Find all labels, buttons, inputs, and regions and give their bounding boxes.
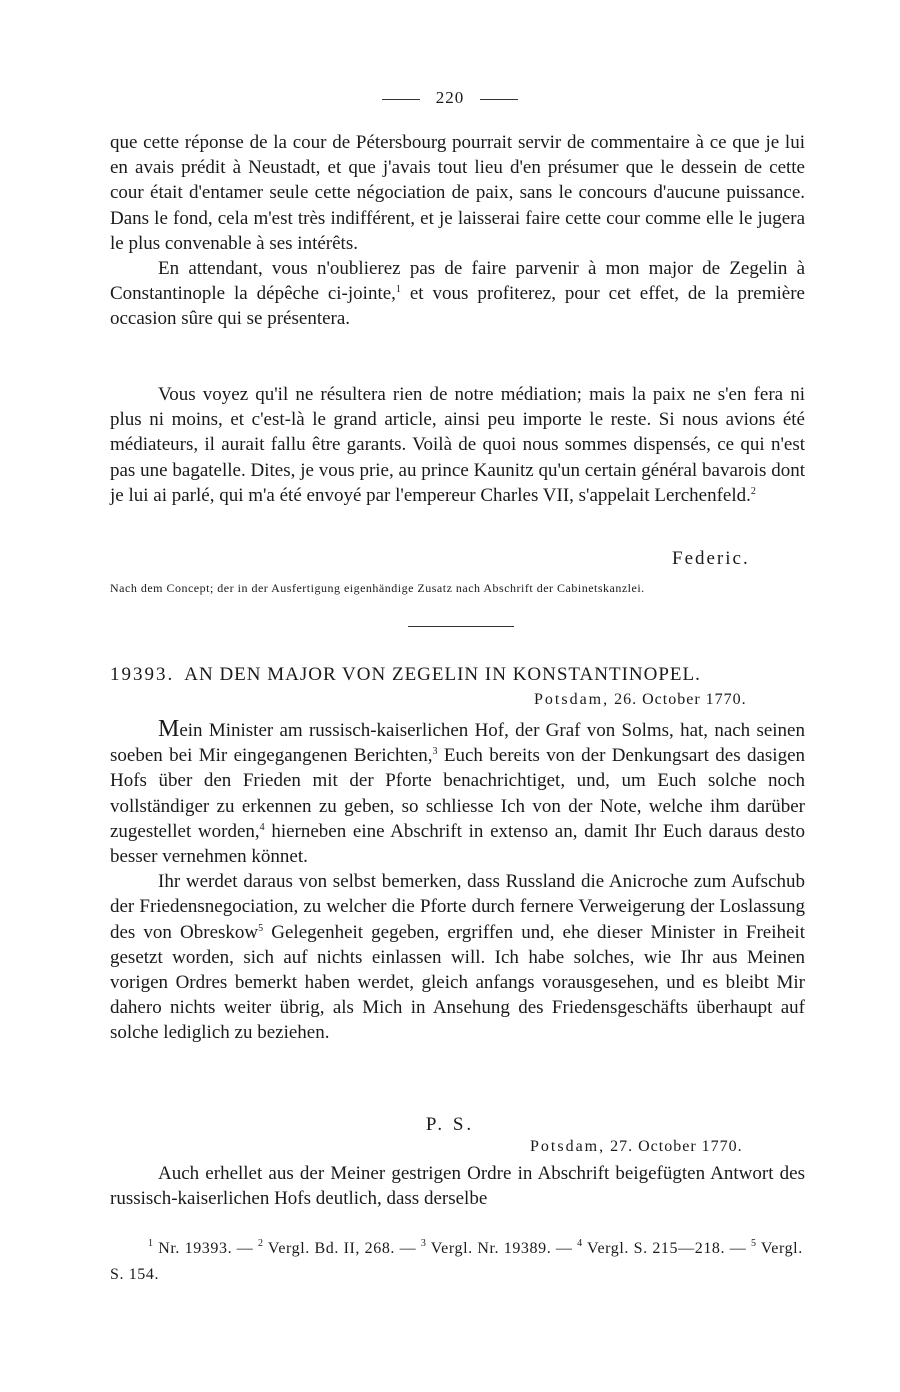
document-body <box>110 717 805 1046</box>
footnote-ref-5[interactable]: 5 <box>258 922 264 934</box>
section-divider <box>408 626 514 627</box>
document-paragraph-2: Ihr werdet daraus von selbst bemerken, dass Russland die Anicroche zum Aufschub der Friedensnegociation, zu welcher die Pforte durch fernere Verweigerung der Loslassung des von Obreskow$^5$ Gelegenheit gegeben, ergriffen und, ehe dieser Minister in Freiheit gesetzt worden, sich auf nichts einlassen will. Ich habe solches, wie Ihr aus Meinen vorigen Ordres bemerkt haben werdet, gleich anfangs vorausgesehen, und es bleibt Mir dahero nichts weiter übrig, als Mich in Ansehung des Friedensgeschäfts überhaupt auf solche lediglich zu beziehen. <box>110 871 805 1044</box>
document-heading <box>110 664 805 686</box>
autograph-addendum <box>110 382 805 508</box>
source-note: Nach dem Concept; der in der Ausfertigung eigenhändige Zusatz nach Abschrift der Cabinetskanzlei. <box>110 581 645 595</box>
signature: Federic. <box>672 548 750 569</box>
letter-paragraph-1: que cette réponse de la cour de Pétersbourg pourrait servir de commentaire à ce que je lui en avais prédit à Neustadt, et que j'avais tout lieu d'en présumer que le dessein de cette cour était d'entamer seule cette négociation de paix, sans le concours d'aucune puissance. Dans le fond, cela m'est très indifférent, et je laisserai faire cette cour comme elle le jugera le plus convenable à ses intérêts. <box>110 132 805 254</box>
footnote-ref-1[interactable]: 1 <box>395 284 401 296</box>
document-paragraph-1: Mein Minister am russisch-kaiserlichen Hof, der Graf von Solms, hat, nach seinen soeben bei Mir eingegangenen Berichten,$^3$ Euch bereits von der Denkungsart des dasigen Hofs über den Frieden mit der Pforte benachrichtiget, und, um Euch solche noch vollständiger zu erkennen zu geben, so schliesse Ich von der Note, welche ihm darüber zugestellet worden,$^4$ hierneben eine Abschrift in extenso an, damit Ihr Euch daraus desto besser vernehmen könnet. <box>110 716 805 868</box>
page-number <box>0 88 900 108</box>
footnote-ref-4[interactable]: 4 <box>259 821 265 833</box>
letter-paragraph-2: En attendant, vous n'oublierez pas de faire parvenir à mon major de Zegelin à Constantinople la dépêche ci-jointe,$^1$ et vous profiterez, pour cet effet, de la première occasion sûre qui se présentera. <box>110 258 805 330</box>
page-number-right-rule <box>480 99 518 100</box>
page-number-left-rule <box>382 99 420 100</box>
page-number-text: 220 <box>435 88 465 107</box>
document-title: AN DEN MAJOR VON ZEGELIN IN KONSTANTINOPEL. <box>184 664 701 685</box>
postscript-dateline: Potsdam, 27. October 1770. <box>530 1138 743 1155</box>
postscript-paragraph: Auch erhellet aus der Meiner gestrigen Ordre in Abschrift beigefügten Antwort des russisch-kaiserlichen Hofs deutlich, dass derselbe <box>110 1163 805 1210</box>
letter-paragraph-3: Vous voyez qu'il ne résultera rien de notre médiation; mais la paix ne s'en fera ni plus ni moins, et c'est-là le grand article, ainsi peu importe le reste. Si nous avions été médiateurs, il aurait fallu être garants. Voilà de quoi nous sommes dispensés, ce qui n'est pas une bagatelle. Dites, je vous prie, au prince Kaunitz qu'un certain général bavarois dont je lui ai parlé, qui m'a été envoyé par l'empereur Charles VII, s'appelait Lerchenfeld.$^2$ <box>110 384 805 506</box>
dateline: Potsdam, 26. October 1770. <box>534 691 747 708</box>
letter-continuation <box>110 130 805 332</box>
document-number: 19393. <box>110 664 175 685</box>
postscript-body <box>110 1161 805 1211</box>
footnotes: $^1$ Nr. 19393. — $^2$ Vergl. Bd. II, 268. — $^3$ Vergl. Nr. 19389. — $^4$ Vergl. S. 215—218. — $^5$ Vergl. S. 154. <box>110 1238 803 1283</box>
footnote-ref-3[interactable]: 3 <box>432 746 438 758</box>
footnote-ref-2[interactable]: 2 <box>750 485 756 497</box>
postscript-label: P. S. <box>425 1114 475 1135</box>
